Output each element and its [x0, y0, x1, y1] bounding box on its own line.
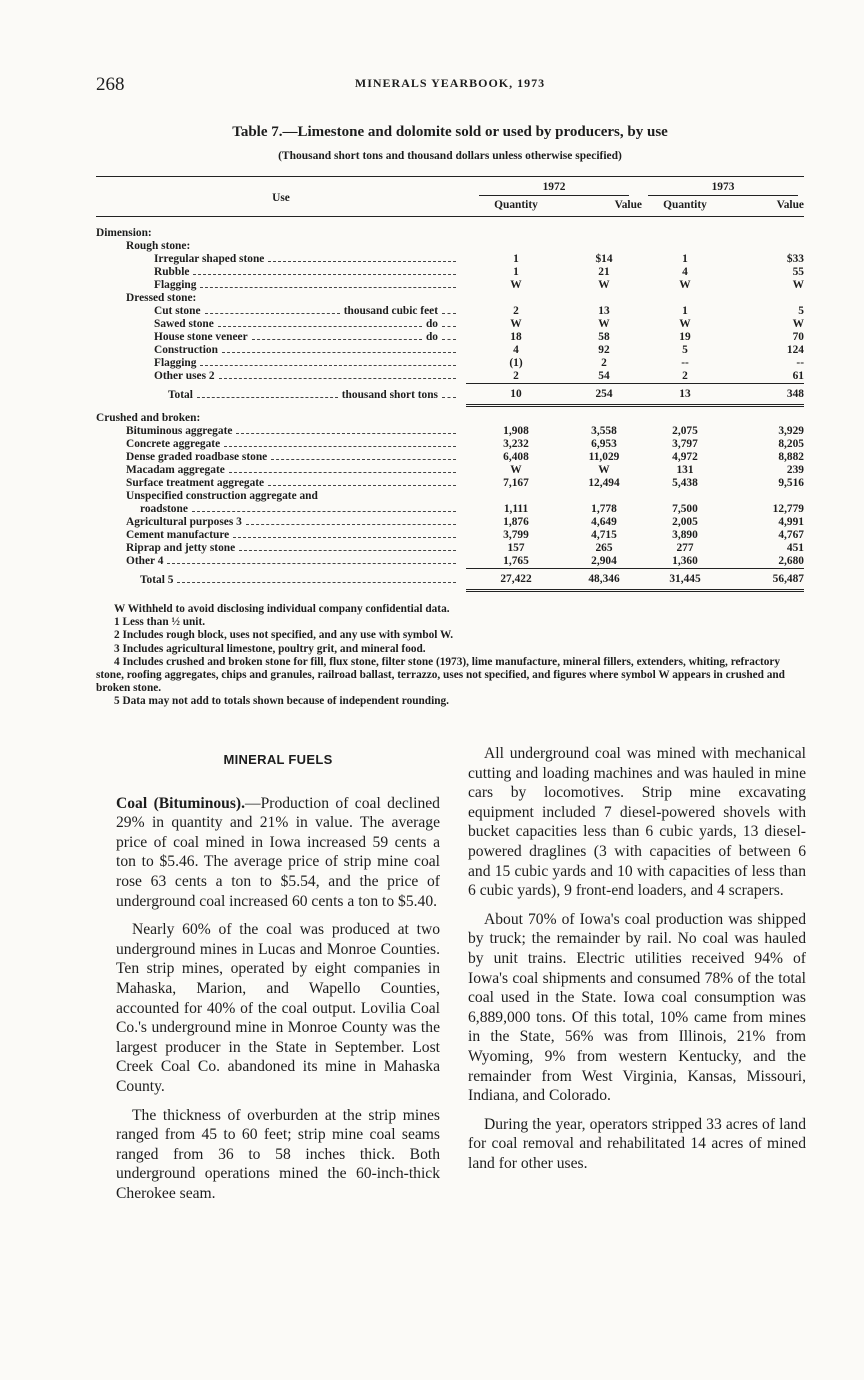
cell-quantity-1973: W	[679, 318, 691, 330]
cell-quantity-1973: 5	[682, 344, 688, 356]
section-crushed: Crushed and broken:	[96, 412, 201, 424]
row-label-cell	[96, 477, 466, 490]
cell-value-1973: 4,767	[778, 529, 804, 541]
row-label-cell	[96, 253, 466, 266]
cell-value-1972: 4,649	[591, 516, 617, 528]
row-label: Other uses 2	[154, 370, 215, 383]
cell-value-1972: 2	[601, 357, 607, 369]
cell-value-1973: 70	[792, 331, 804, 343]
row-label-cell	[96, 384, 466, 406]
cell-value-1972: 1,778	[591, 503, 617, 515]
table-row	[96, 357, 804, 370]
cell-value-1972: W	[598, 318, 610, 330]
cell-value-1972: 254	[566, 384, 642, 406]
table-row	[96, 266, 804, 279]
cell-value-1973: 5	[798, 305, 804, 317]
cell-value-1973: 8,205	[778, 438, 804, 450]
row-label: Irregular shaped stone	[154, 253, 265, 265]
limestone-table	[96, 176, 804, 592]
table-row	[96, 344, 804, 357]
cell-value-1973: W	[792, 279, 804, 291]
footnote-1: 1 Less than ½ unit.	[114, 616, 206, 629]
cell-quantity-1972: 1,765	[503, 555, 529, 567]
table-row	[96, 569, 804, 591]
cell-value-1972: 3,558	[591, 425, 617, 437]
section-heading-mineral-fuels: MINERAL FUELS	[223, 752, 333, 767]
cell-quantity-1973: 1	[682, 253, 688, 265]
cell-value-1972: 13	[598, 305, 610, 317]
row-label: House stone veneer	[154, 331, 248, 343]
row-label: Bituminous aggregate	[126, 425, 233, 437]
footnote-2: 2 Includes rough block, uses not specified, and any use with symbol W.	[114, 629, 454, 642]
row-label-cell	[96, 357, 466, 370]
cell-value-1972: 265	[595, 542, 613, 554]
cell-quantity-1972: 27,422	[466, 569, 566, 591]
row-label: Dense graded roadbase stone	[126, 451, 268, 463]
row-label-cell	[96, 370, 466, 384]
row-label-cell	[96, 318, 466, 331]
header-year-1973: 1973	[648, 181, 798, 196]
cell-quantity-1972: 18	[510, 331, 522, 343]
cell-value-1973: 3,929	[778, 425, 804, 437]
cell-value-1973: 56,487	[728, 569, 804, 591]
subsection-dressed: Dressed stone:	[126, 292, 197, 304]
cell-quantity-1972: 1,111	[503, 503, 529, 515]
section-dimension: Dimension:	[96, 227, 152, 239]
row-label-cell	[96, 305, 466, 318]
table-footnotes	[96, 603, 808, 709]
row-label: Rubble	[154, 266, 190, 278]
cell-quantity-1972: 6,408	[503, 451, 529, 463]
row-label-unspecified: Unspecified construction aggregate and	[126, 490, 318, 502]
table-row	[96, 425, 804, 438]
cell-value-1973: --	[796, 357, 804, 369]
row-label: Other 4	[126, 555, 164, 568]
paragraph-overburden: The thickness of overburden at the strip mines ranged from 45 to 60 feet; strip mine coal seams ranged from 36 to 58 inches thick. Both underground operations mined the 60-inch-thick Cherokee seam.	[116, 1106, 440, 1202]
row-label: Total	[168, 388, 193, 401]
footnote-0: W Withheld to avoid disclosing individual company confidential data.	[114, 603, 450, 615]
row-label: Sawed stone	[154, 318, 214, 330]
row-label: Flagging	[154, 279, 197, 291]
row-unit: do	[425, 318, 438, 330]
row-label: Agricultural purposes 3	[126, 516, 242, 528]
header-quantity-1972: Quantity	[494, 199, 538, 211]
row-label: Surface treatment aggregate	[126, 477, 265, 489]
left-column	[116, 744, 440, 1212]
row-label-cell	[96, 279, 466, 292]
cell-quantity-1972: 10	[466, 384, 566, 406]
row-label-cell	[96, 266, 466, 279]
cell-value-1972: $14	[595, 253, 613, 265]
cell-value-1973: 55	[792, 266, 804, 278]
cell-value-1973: $33	[786, 253, 804, 265]
row-label: Macadam aggregate	[126, 464, 225, 476]
cell-quantity-1972: 2	[513, 370, 519, 382]
cell-quantity-1972: 157	[507, 542, 525, 554]
cell-value-1972: 2,904	[591, 555, 617, 567]
footnote-3: 3 Includes agricultural limestone, poultry grit, and mineral food.	[114, 642, 426, 655]
cell-quantity-1973: 131	[676, 464, 694, 476]
cell-quantity-1972: 1	[513, 253, 519, 265]
cell-value-1972: 92	[598, 344, 610, 356]
table-row	[96, 542, 804, 555]
cell-quantity-1972: 4	[513, 344, 519, 356]
row-label-cell	[96, 503, 466, 516]
row-label: Concrete aggregate	[126, 438, 221, 450]
cell-quantity-1973: 7,500	[672, 503, 698, 515]
cell-value-1972: W	[598, 279, 610, 291]
cell-quantity-1973: --	[681, 357, 689, 369]
row-label-cell	[96, 331, 466, 344]
cell-value-1973: W	[792, 318, 804, 330]
cell-value-1973: 239	[786, 464, 804, 476]
cell-value-1973: 2,680	[778, 555, 804, 567]
table-row	[96, 503, 804, 516]
cell-quantity-1973: 4,972	[672, 451, 698, 463]
cell-quantity-1972: W	[510, 464, 522, 476]
cell-value-1972: 21	[598, 266, 610, 278]
row-unit: do	[425, 331, 438, 343]
row-label-cell	[96, 555, 466, 569]
cell-value-1973: 61	[792, 370, 804, 382]
row-label-cell	[96, 451, 466, 464]
table-row	[96, 253, 804, 266]
row-label-cell	[96, 569, 466, 591]
row-label-cell	[96, 464, 466, 477]
cell-value-1972: W	[598, 464, 610, 476]
coal-production-text: —Production of coal declined 29% in quantity and 21% in value. The average price of coal mined in Iowa increased 59 cents a ton to $5.46. The average price of strip mine coal rose 63 cents a ton to $5.54, and the price of underground coal increased 60 cents a ton to $5.40.	[116, 794, 440, 910]
row-label-cell	[96, 425, 466, 438]
cell-value-1973: 348	[728, 384, 804, 406]
cell-quantity-1973: 3,797	[672, 438, 698, 450]
paragraph-mine-output: Nearly 60% of the coal was produced at two underground mines in Lucas and Monroe Counties. Ten strip mines, operated by eight companies in Mahaska, Marion, and Wapello Counties, accounted for 40% of the coal output. Lovilia Coal Co.'s underground mine in Monroe County was the largest producer in the State in September. Lost Creek Coal Co. abandoned its mine in Mahaska County.	[116, 921, 440, 1095]
row-label: roadstone	[140, 503, 188, 515]
row-label: Total 5	[140, 573, 174, 586]
cell-quantity-1973: 5,438	[672, 477, 698, 489]
table-row	[96, 370, 804, 384]
row-unit: thousand short tons	[341, 388, 438, 401]
table-row	[96, 438, 804, 451]
cell-quantity-1973: W	[679, 279, 691, 291]
row-label-cell	[96, 344, 466, 357]
row-unit: thousand cubic feet	[343, 305, 438, 317]
cell-quantity-1973: 31,445	[642, 569, 728, 591]
paragraph-coal-production	[116, 794, 440, 912]
cell-value-1972: 48,346	[566, 569, 642, 591]
row-label: Cut stone	[154, 305, 201, 317]
cell-quantity-1972: 1,908	[503, 425, 529, 437]
table-subtitle: (Thousand short tons and thousand dollars unless otherwise specified)	[278, 150, 622, 162]
table-row	[96, 318, 804, 331]
cell-quantity-1972: W	[510, 279, 522, 291]
table-row	[96, 451, 804, 464]
header-use: Use	[272, 192, 290, 204]
row-label: Flagging	[154, 357, 197, 369]
paragraph-land-reclamation: During the year, operators stripped 33 acres of land for coal removal and rehabilitated 14 acres of mined land for other uses.	[468, 1115, 806, 1172]
page-header	[96, 74, 804, 100]
coal-subheading: Coal (Bituminous).	[116, 794, 245, 812]
paragraph-mining-equipment: All underground coal was mined with mechanical cutting and loading machines and was hauled in mine cars by locomotives. Strip mine excavating equipment included 7 diesel-powered shovels with bucket capacities less than 6 cubic yards, 13 diesel-powered draglines (3 with capacities of between 6 and 15 cubic yards and 10 with capacities of less than 6 cubic yards), 9 front-end loaders, and 4 scrapers.	[468, 745, 806, 900]
cell-value-1973: 451	[786, 542, 804, 554]
subsection-rough: Rough stone:	[126, 240, 191, 252]
cell-quantity-1973: 2,075	[672, 425, 698, 437]
cell-quantity-1973: 3,890	[672, 529, 698, 541]
table-row	[96, 279, 804, 292]
header-year-1972: 1972	[479, 181, 629, 196]
cell-quantity-1973: 13	[642, 384, 728, 406]
cell-value-1972: 6,953	[591, 438, 617, 450]
cell-value-1973: 124	[786, 344, 804, 356]
row-label-cell	[96, 529, 466, 542]
table-row	[96, 555, 804, 569]
table-row	[96, 464, 804, 477]
cell-quantity-1973: 1	[682, 305, 688, 317]
right-column	[468, 744, 806, 1182]
header-quantity-1973: Quantity	[663, 199, 707, 211]
footnote-4: 4 Includes crushed and broken stone for fill, flux stone, filter stone (1973), lime manufacture, mineral fillers, extenders, whiting, refractory stone, roofing aggregates, chips and granules, railroad ballast, terrazzo, uses not specified, and figures where symbol W appears in crushed and broken stone.	[96, 655, 785, 695]
row-label-cell	[96, 438, 466, 451]
footnote-5: 5 Data may not add to totals shown because of independent rounding.	[114, 695, 449, 708]
header-value-1973: Value	[776, 199, 804, 211]
cell-quantity-1972: 3,232	[503, 438, 529, 450]
cell-quantity-1972: 3,799	[503, 529, 529, 541]
paragraph-shipments: About 70% of Iowa's coal production was shipped by truck; the remainder by rail. No coal was hauled by unit trains. Electric utilities received 94% of Iowa's coal shipments and consumed 78% of the total coal used in the State. Iowa coal consumption was 6,889,000 tons. Of this total, 10% came from mines in the State, 56% was from Illinois, 21% from Wyoming, 9% from western Kentucky, and the remainder from West Virginia, Kansas, Missouri, Indiana, and Colorado.	[468, 910, 806, 1105]
row-label-cell	[96, 542, 466, 555]
cell-value-1972: 12,494	[588, 477, 620, 489]
page-number: 268	[96, 74, 125, 95]
cell-quantity-1973: 2	[682, 370, 688, 382]
cell-quantity-1972: 2	[513, 305, 519, 317]
cell-quantity-1973: 1,360	[672, 555, 698, 567]
table-row	[96, 331, 804, 344]
row-label: Cement manufacture	[126, 529, 230, 541]
row-label: Construction	[154, 344, 218, 356]
cell-quantity-1973: 4	[682, 266, 688, 278]
cell-quantity-1972: W	[510, 318, 522, 330]
table-row	[96, 490, 804, 503]
cell-quantity-1972: (1)	[509, 357, 523, 369]
row-label-cell	[96, 516, 466, 529]
cell-quantity-1972: 1	[513, 266, 519, 278]
cell-quantity-1973: 2,005	[672, 516, 698, 528]
cell-value-1972: 4,715	[591, 529, 617, 541]
cell-quantity-1972: 7,167	[503, 477, 529, 489]
cell-value-1973: 8,882	[778, 451, 804, 463]
cell-value-1972: 58	[598, 331, 610, 343]
row-label: Riprap and jetty stone	[126, 542, 236, 554]
table-row	[96, 529, 804, 542]
table-row	[96, 292, 804, 305]
header-value-1972: Value	[614, 199, 642, 211]
table-row	[96, 516, 804, 529]
table-title: Table 7.—Limestone and dolomite sold or used by producers, by use	[232, 124, 668, 140]
cell-value-1973: 12,779	[772, 503, 804, 515]
table-row	[96, 477, 804, 490]
running-title: MINERALS YEARBOOK, 1973	[354, 76, 546, 90]
cell-quantity-1972: 1,876	[503, 516, 529, 528]
cell-value-1972: 11,029	[588, 451, 620, 463]
table-row	[96, 412, 804, 425]
table-row	[96, 305, 804, 318]
cell-value-1973: 9,516	[778, 477, 804, 489]
cell-value-1973: 4,991	[778, 516, 804, 528]
table-row	[96, 384, 804, 406]
cell-quantity-1973: 19	[679, 331, 691, 343]
cell-value-1972: 54	[598, 370, 610, 382]
cell-quantity-1973: 277	[676, 542, 694, 554]
